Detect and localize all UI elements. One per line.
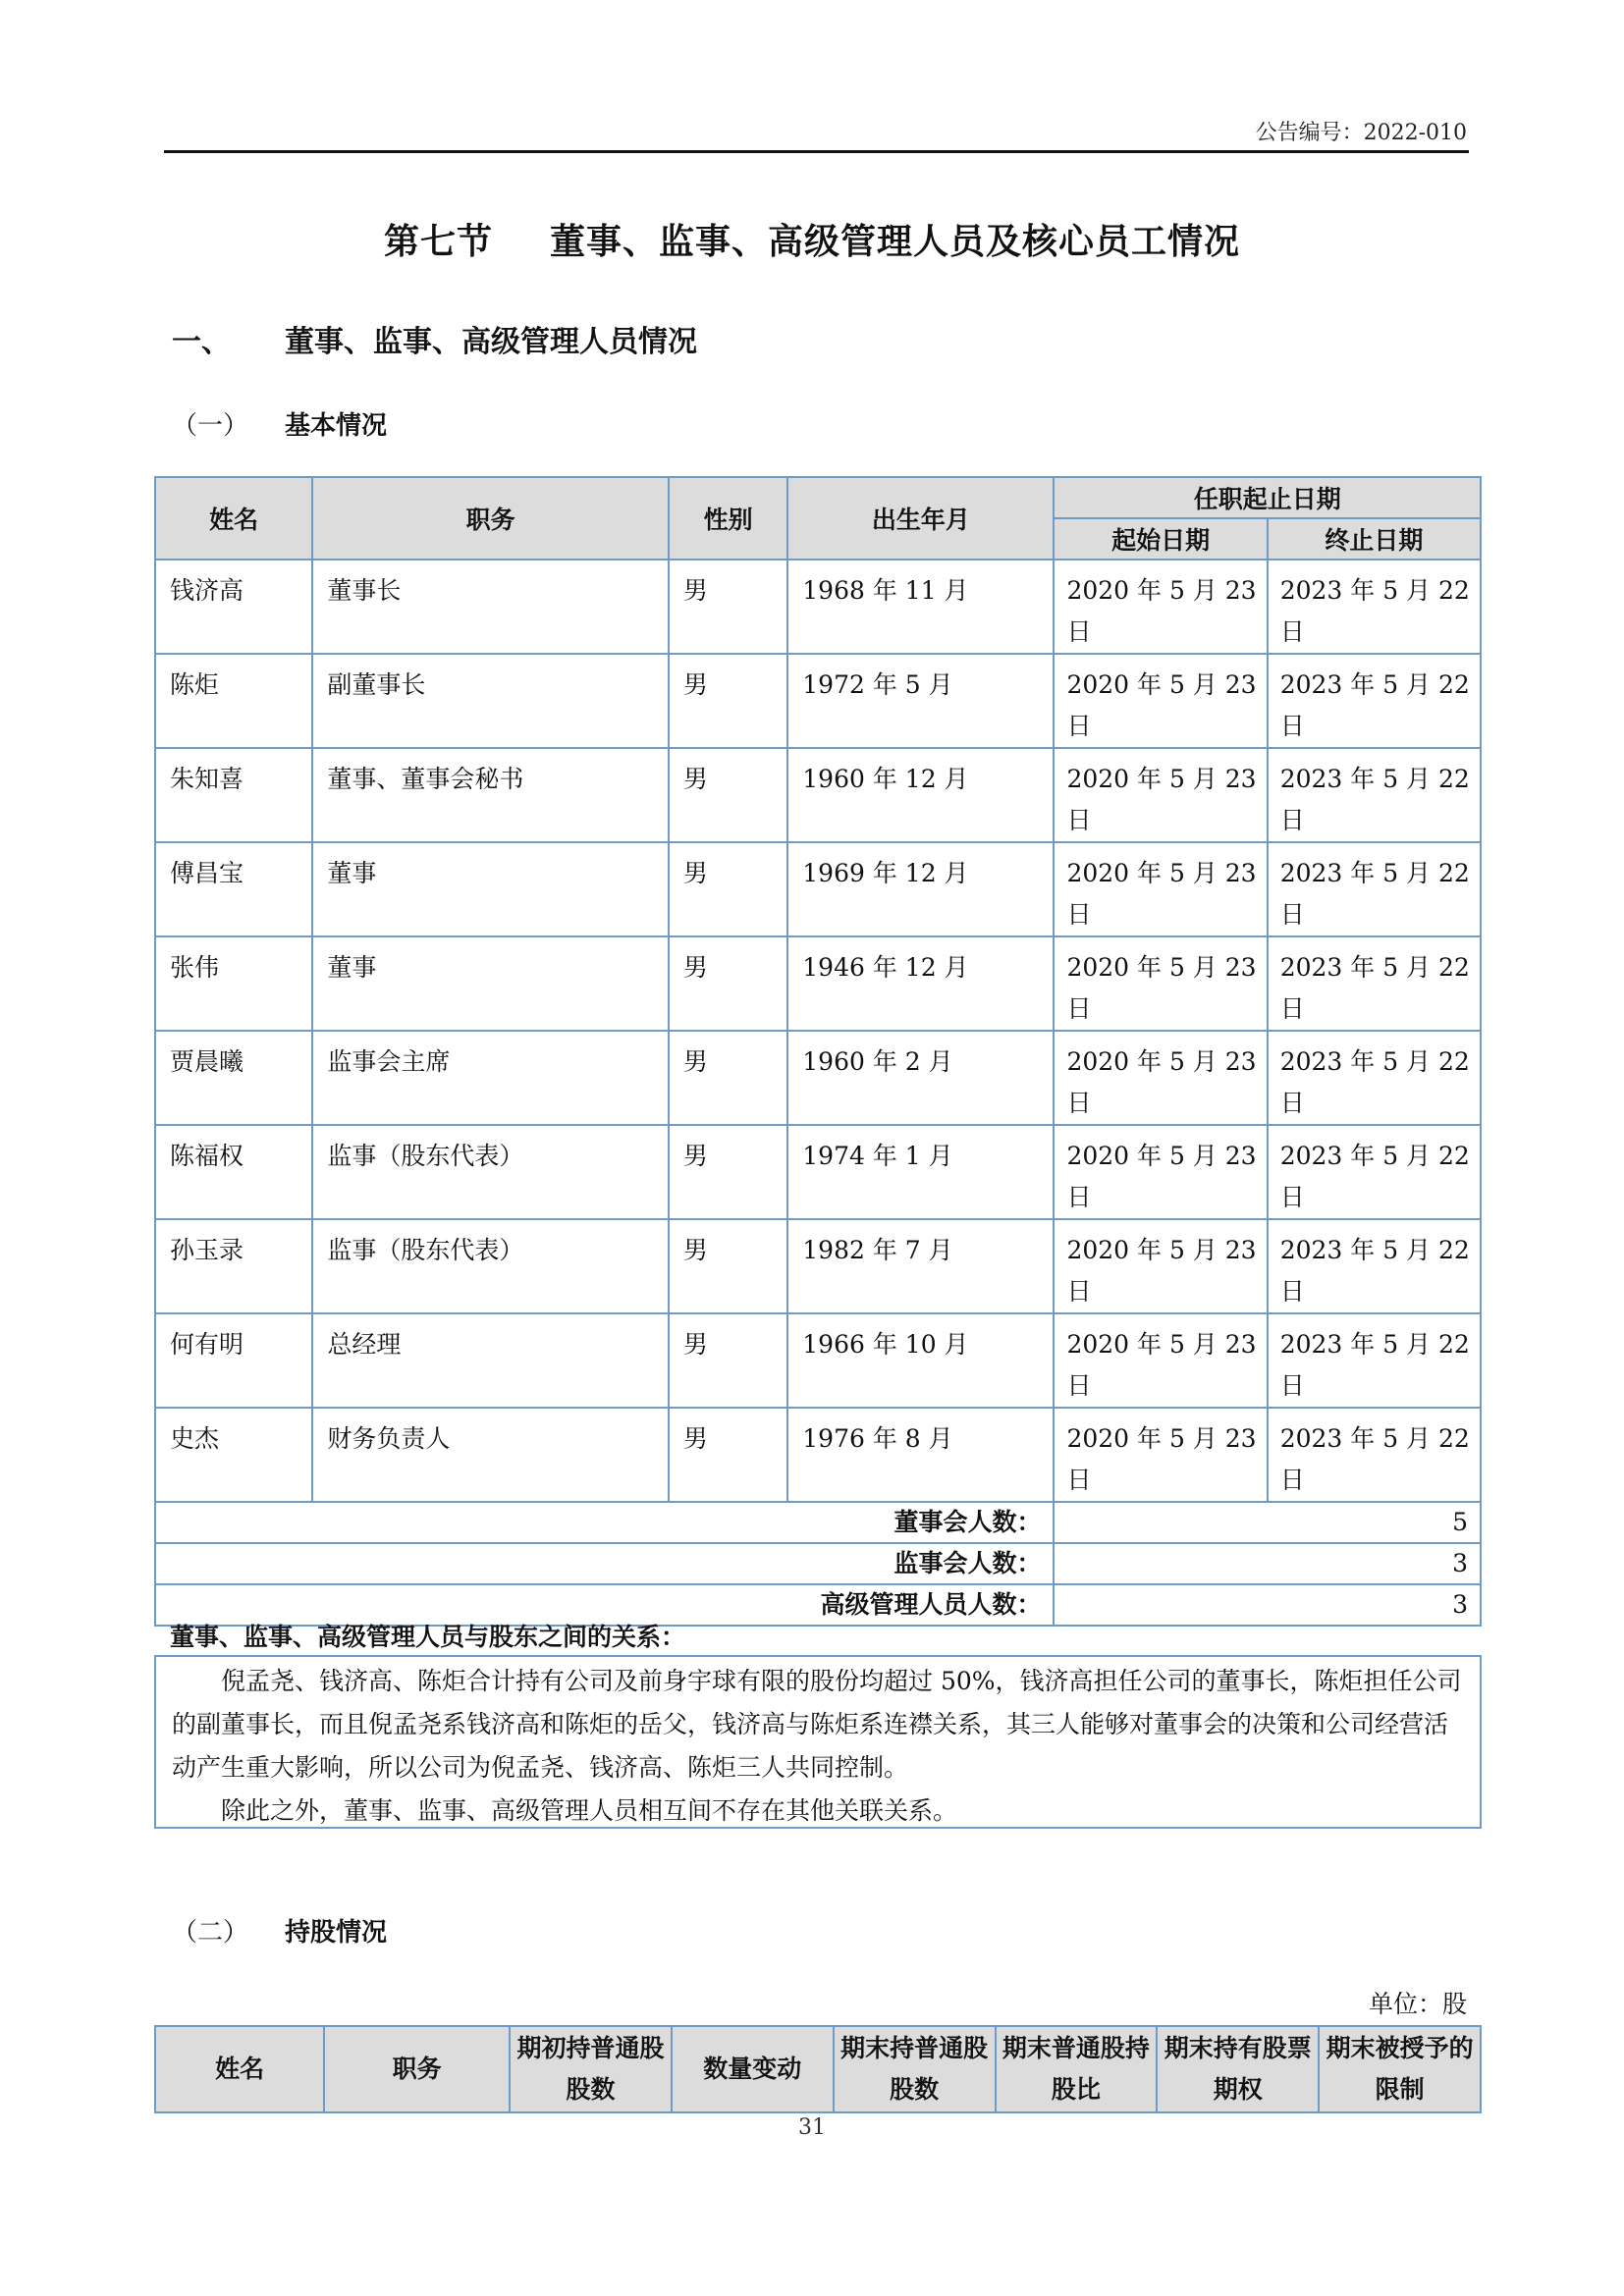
cell-name: 傅昌宝 bbox=[155, 842, 312, 936]
cell-gender: 男 bbox=[669, 1031, 787, 1125]
cell-start-date: 2020 年 5 月 23 日 bbox=[1054, 1219, 1267, 1313]
subsection-heading-holdings bbox=[172, 1912, 387, 1949]
col-header-birth: 出生年月 bbox=[787, 477, 1054, 560]
cell-end-date: 2023 年 5 月 22 日 bbox=[1268, 1031, 1481, 1125]
cell-position: 监事（股东代表） bbox=[312, 1219, 669, 1313]
table-row bbox=[155, 1219, 1481, 1313]
cell-end-date: 2023 年 5 月 22 日 bbox=[1268, 1219, 1481, 1313]
table-row bbox=[155, 654, 1481, 748]
cell-start-date: 2020 年 5 月 23 日 bbox=[1054, 654, 1267, 748]
cell-birth: 1982 年 7 月 bbox=[787, 1219, 1054, 1313]
cell-birth: 1969 年 12 月 bbox=[787, 842, 1054, 936]
col-header-end: 终止日期 bbox=[1268, 518, 1481, 560]
relationship-paragraph-1: 倪孟尧、钱济高、陈炬合计持有公司及前身宇球有限的股份均超过 50%，钱济高担任公司的董事长，陈炬担任公司的副董事长，而且倪孟尧系钱济高和陈炬的岳父，钱济高与陈炬系连襟关系，其三人能够对董事会的决策和公司经营活动产生重大影响，所以公司为倪孟尧、钱济高、陈炬三人共同控制。 bbox=[172, 1667, 1462, 1782]
cell-start-date: 2020 年 5 月 23 日 bbox=[1054, 842, 1267, 936]
table-row bbox=[155, 1125, 1481, 1219]
holdings-table bbox=[154, 2025, 1482, 2113]
cell-birth: 1946 年 12 月 bbox=[787, 936, 1054, 1031]
count-value: 3 bbox=[1054, 1543, 1481, 1584]
subsection-title: 持股情况 bbox=[285, 1918, 388, 1948]
cell-position: 董事长 bbox=[312, 560, 669, 654]
cell-position: 财务负责人 bbox=[312, 1408, 669, 1502]
cell-name: 贾晨曦 bbox=[155, 1031, 312, 1125]
col-header-gender: 性别 bbox=[669, 477, 787, 560]
part-number: 一、 bbox=[172, 325, 231, 359]
page-number: 31 bbox=[798, 2115, 826, 2140]
section-number: 第七节 bbox=[383, 222, 493, 262]
officers-table bbox=[154, 476, 1482, 1627]
cell-position: 监事（股东代表） bbox=[312, 1125, 669, 1219]
holdings-header-row bbox=[155, 2026, 1481, 2112]
cell-end-date: 2023 年 5 月 22 日 bbox=[1268, 560, 1481, 654]
relationship-paragraph-2: 除此之外，董事、监事、高级管理人员相互间不存在其他关联关系。 bbox=[221, 1796, 958, 1825]
holdings-col-header: 期末普通股持股比 bbox=[996, 2026, 1158, 2112]
table-row bbox=[155, 1031, 1481, 1125]
holdings-col-header: 期末被授予的限制 bbox=[1319, 2026, 1481, 2112]
holdings-col-header: 姓名 bbox=[155, 2026, 324, 2112]
cell-birth: 1960 年 2 月 bbox=[787, 1031, 1054, 1125]
count-value: 3 bbox=[1054, 1584, 1481, 1626]
cell-gender: 男 bbox=[669, 560, 787, 654]
cell-name: 朱知喜 bbox=[155, 748, 312, 842]
cell-gender: 男 bbox=[669, 842, 787, 936]
cell-end-date: 2023 年 5 月 22 日 bbox=[1268, 936, 1481, 1031]
holdings-col-header: 期初持普通股股数 bbox=[510, 2026, 672, 2112]
holdings-col-header: 数量变动 bbox=[672, 2026, 834, 2112]
col-header-start: 起始日期 bbox=[1054, 518, 1267, 560]
table-row bbox=[155, 560, 1481, 654]
holdings-col-header: 职务 bbox=[324, 2026, 510, 2112]
cell-gender: 男 bbox=[669, 748, 787, 842]
cell-position: 总经理 bbox=[312, 1313, 669, 1408]
col-header-name: 姓名 bbox=[155, 477, 312, 560]
count-value: 5 bbox=[1054, 1502, 1481, 1543]
cell-position: 监事会主席 bbox=[312, 1031, 669, 1125]
announcement-code: 公告编号：2022-010 bbox=[1255, 121, 1467, 145]
table-row bbox=[155, 748, 1481, 842]
part-heading bbox=[172, 317, 697, 360]
cell-birth: 1974 年 1 月 bbox=[787, 1125, 1054, 1219]
count-row bbox=[155, 1543, 1481, 1584]
cell-start-date: 2020 年 5 月 23 日 bbox=[1054, 936, 1267, 1031]
cell-name: 何有明 bbox=[155, 1313, 312, 1408]
holdings-col-header: 期末持有股票期权 bbox=[1157, 2026, 1319, 2112]
cell-gender: 男 bbox=[669, 936, 787, 1031]
cell-gender: 男 bbox=[669, 1313, 787, 1408]
table-row bbox=[155, 1408, 1481, 1502]
holdings-col-header: 期末持普通股股数 bbox=[834, 2026, 996, 2112]
cell-gender: 男 bbox=[669, 1125, 787, 1219]
unit-label: 单位：股 bbox=[1368, 1990, 1467, 2018]
cell-start-date: 2020 年 5 月 23 日 bbox=[1054, 1125, 1267, 1219]
cell-gender: 男 bbox=[669, 654, 787, 748]
cell-end-date: 2023 年 5 月 22 日 bbox=[1268, 654, 1481, 748]
header-rule bbox=[164, 150, 1469, 153]
table-row bbox=[155, 1313, 1481, 1408]
officers-table-body bbox=[155, 560, 1481, 1626]
cell-start-date: 2020 年 5 月 23 日 bbox=[1054, 1313, 1267, 1408]
cell-start-date: 2020 年 5 月 23 日 bbox=[1054, 748, 1267, 842]
subsection-number: （一） bbox=[172, 411, 249, 441]
cell-end-date: 2023 年 5 月 22 日 bbox=[1268, 1125, 1481, 1219]
cell-birth: 1966 年 10 月 bbox=[787, 1313, 1054, 1408]
col-header-position: 职务 bbox=[312, 477, 669, 560]
cell-end-date: 2023 年 5 月 22 日 bbox=[1268, 1408, 1481, 1502]
table-row bbox=[155, 842, 1481, 936]
subsection-heading-basic bbox=[172, 405, 387, 442]
cell-position: 副董事长 bbox=[312, 654, 669, 748]
cell-name: 张伟 bbox=[155, 936, 312, 1031]
section-title bbox=[0, 214, 1624, 264]
cell-end-date: 2023 年 5 月 22 日 bbox=[1268, 748, 1481, 842]
relationship-box bbox=[154, 1655, 1482, 1829]
cell-position: 董事、董事会秘书 bbox=[312, 748, 669, 842]
count-label: 高级管理人员人数： bbox=[155, 1584, 1054, 1626]
cell-start-date: 2020 年 5 月 23 日 bbox=[1054, 560, 1267, 654]
count-row bbox=[155, 1502, 1481, 1543]
cell-position: 董事 bbox=[312, 842, 669, 936]
cell-name: 陈炬 bbox=[155, 654, 312, 748]
cell-birth: 1972 年 5 月 bbox=[787, 654, 1054, 748]
cell-birth: 1968 年 11 月 bbox=[787, 560, 1054, 654]
cell-birth: 1976 年 8 月 bbox=[787, 1408, 1054, 1502]
section-title-text: 董事、监事、高级管理人员及核心员工情况 bbox=[550, 222, 1241, 262]
col-header-term: 任职起止日期 bbox=[1054, 477, 1481, 518]
count-label: 董事会人数： bbox=[155, 1502, 1054, 1543]
cell-gender: 男 bbox=[669, 1219, 787, 1313]
cell-gender: 男 bbox=[669, 1408, 787, 1502]
cell-position: 董事 bbox=[312, 936, 669, 1031]
cell-name: 孙玉录 bbox=[155, 1219, 312, 1313]
table-row bbox=[155, 936, 1481, 1031]
cell-end-date: 2023 年 5 月 22 日 bbox=[1268, 1313, 1481, 1408]
part-title: 董事、监事、高级管理人员情况 bbox=[285, 325, 697, 359]
subsection-number: （二） bbox=[172, 1918, 249, 1948]
subsection-title: 基本情况 bbox=[285, 411, 388, 441]
cell-name: 陈福权 bbox=[155, 1125, 312, 1219]
cell-start-date: 2020 年 5 月 23 日 bbox=[1054, 1031, 1267, 1125]
count-label: 监事会人数： bbox=[155, 1543, 1054, 1584]
cell-end-date: 2023 年 5 月 22 日 bbox=[1268, 842, 1481, 936]
cell-name: 钱济高 bbox=[155, 560, 312, 654]
relationship-title: 董事、监事、高级管理人员与股东之间的关系： bbox=[170, 1623, 686, 1651]
cell-start-date: 2020 年 5 月 23 日 bbox=[1054, 1408, 1267, 1502]
cell-name: 史杰 bbox=[155, 1408, 312, 1502]
cell-birth: 1960 年 12 月 bbox=[787, 748, 1054, 842]
